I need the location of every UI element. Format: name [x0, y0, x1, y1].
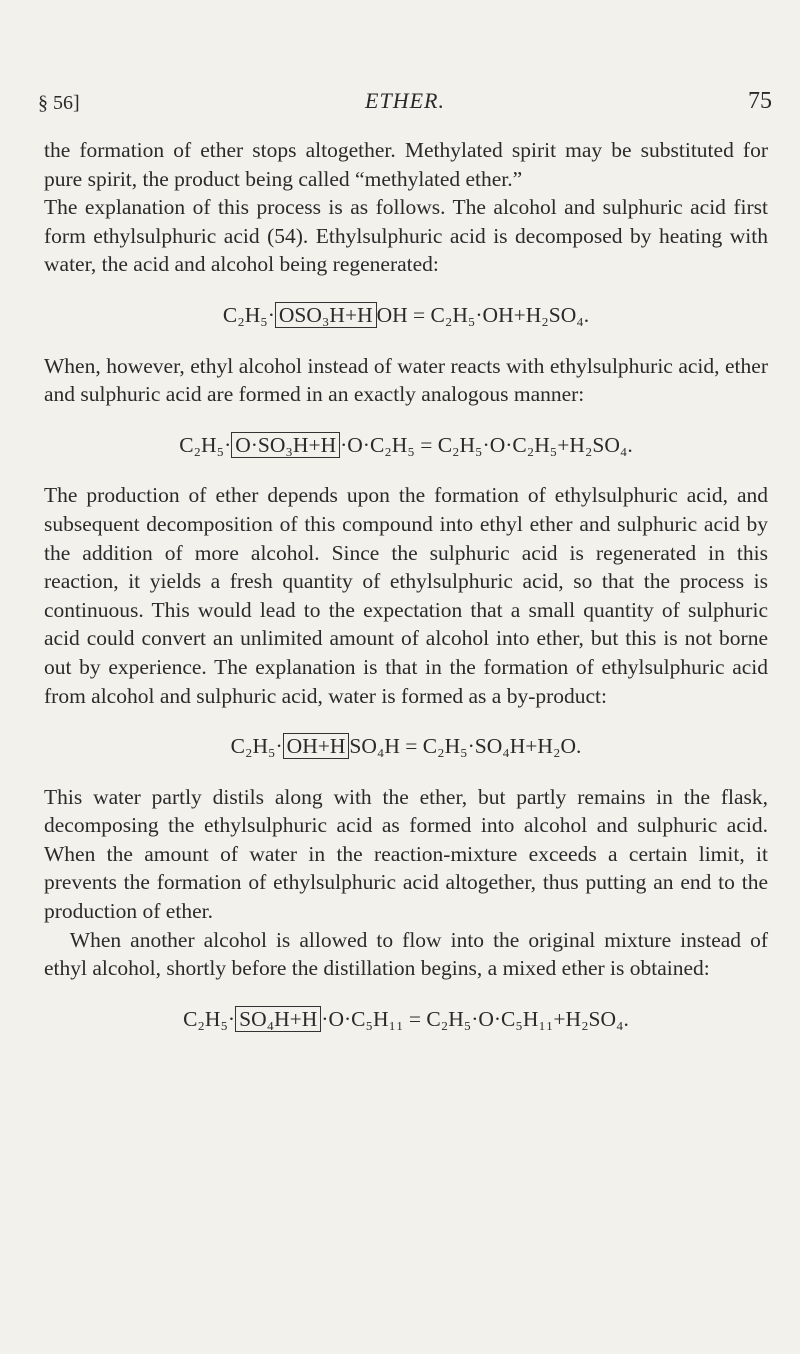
equation-2-left: C₂H₅·	[179, 432, 232, 457]
page-body	[44, 136, 768, 1055]
paragraph-4: The production of ether depends upon the formation of ethylsulphuric acid, and subsequent decomposition of this compound into ethyl ether and sulphuric acid by the addition of more alcohol. Since the sulphuric acid is regenerated in this reaction, it yields a fresh quantity of ethylsulphuric acid, so that the process is continuous. This would lead to the expectation that a small quantity of sulphuric acid could convert an unlimited amount of alcohol into ether, but this is not borne out by experience. The explanation is that in the formation of ethylsulphuric acid from alcohol and sulphuric acid, water is formed as a by-product:	[44, 483, 768, 708]
equation-3-right: SO₄H = C₂H₅·SO₄H+H₂O.	[349, 734, 582, 759]
section-reference: § 56]	[38, 92, 80, 114]
paragraph-1: the formation of ether stops altogether. Methylated spirit may be substituted for pure spirit, the product being called “methylated ether.”	[44, 138, 768, 191]
equation-2-right: ·O·C₂H₅ = C₂H₅·O·C₂H₅+H₂SO₄.	[340, 432, 633, 457]
equation-1-right: OH = C₂H₅·OH+H₂SO₄.	[376, 302, 590, 327]
equation-2-boxed: O·SO₃H+H	[231, 432, 340, 458]
equation-4-right: ·O·C₅H₁₁ = C₂H₅·O·C₅H₁₁+H₂SO₄.	[321, 1006, 629, 1031]
equation-4-boxed: SO₄H+H	[235, 1006, 321, 1032]
running-header	[38, 82, 772, 118]
equation-4-left: C₂H₅·	[183, 1006, 236, 1031]
equation-4	[44, 1005, 768, 1034]
running-title: ETHER.	[365, 88, 445, 113]
paragraph-3: When, however, ethyl alcohol instead of water reacts with ethylsulphuric acid, ether and sulphuric acid are formed in an exactly analogous manner:	[44, 353, 768, 407]
paragraph-6: When another alcohol is allowed to flow into the original mixture instead of ethyl alcohol, shortly before the distillation begins, a mixed ether is obtained:	[44, 927, 768, 981]
paragraph-2: The explanation of this process is as follows. The alcohol and sulphuric acid first form ethylsulphuric acid (54). Ethylsulphuric acid is decomposed by heating with water, the acid and alcohol being regenerated:	[44, 195, 768, 277]
equation-1-boxed: OSO₃H+H	[275, 302, 377, 328]
equation-3	[44, 732, 768, 761]
equation-1	[44, 301, 768, 330]
page-number: 75	[748, 88, 772, 114]
paragraph-5: This water partly distils along with the ether, but partly remains in the flask, decomposing the ethylsulphuric acid as formed into alcohol and sulphuric acid. When the amount of water in the reaction-mixture exceeds a certain limit, it prevents the formation of ethylsulphuric acid altogether, thus putting an end to the production of ether.	[44, 784, 768, 924]
equation-3-left: C₂H₅·	[230, 734, 283, 759]
equation-2	[44, 431, 768, 460]
equation-3-boxed: OH+H	[283, 733, 350, 759]
equation-1-left: C₂H₅·	[222, 302, 275, 327]
